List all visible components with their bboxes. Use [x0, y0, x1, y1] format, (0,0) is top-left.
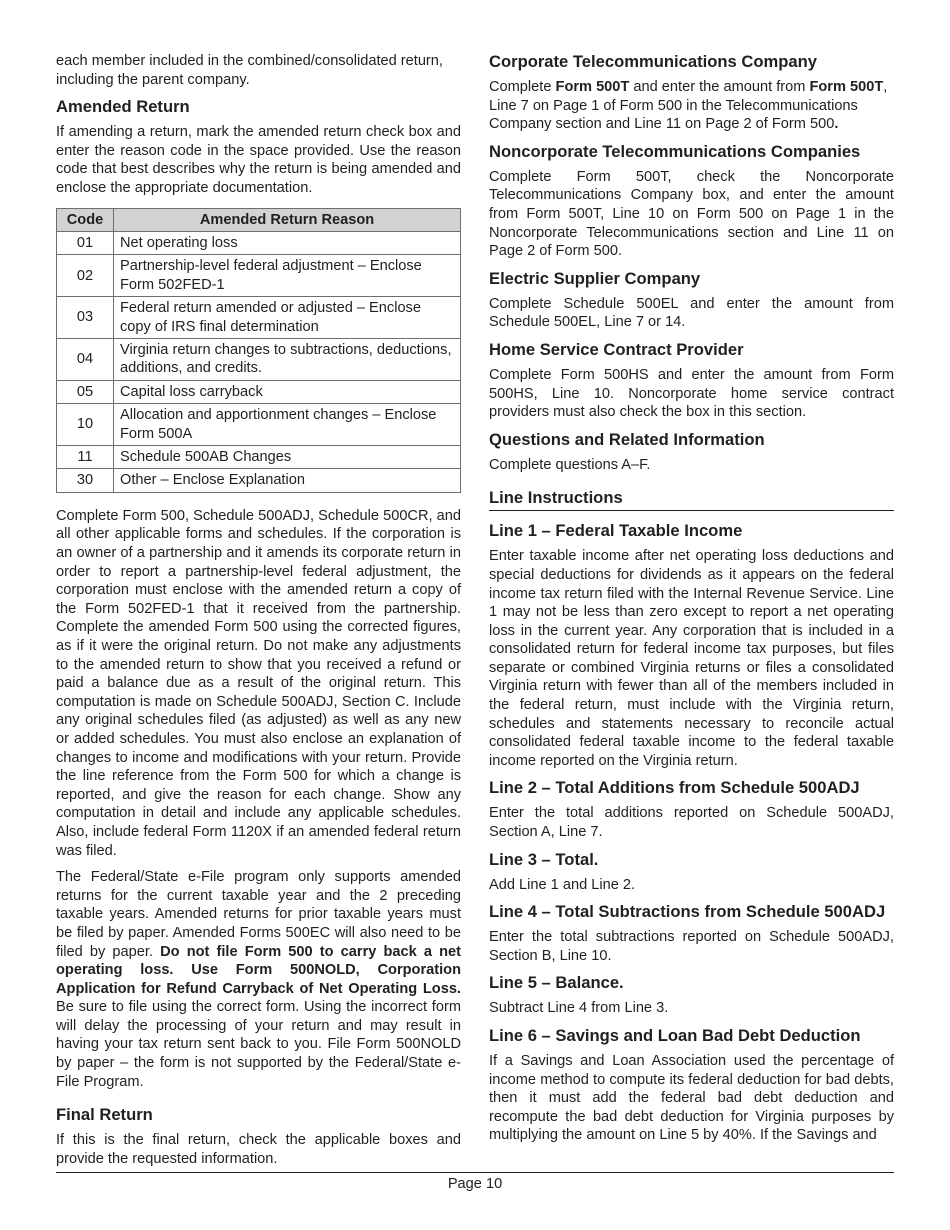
line1-text: Enter taxable income after net operating loss deductions and special deductions for dividends as it appears on the federal income tax return filed with the Internal Revenue Service. Line 1 may not be less than zero except to report a net operating loss in the current year. Any corporation that is included in a consolidated return for federal income tax purposes, but files separate or combined Virginia returns or files a consolidated Virginia return with fewer than all of the members included in the federal return, must include with the Virginia return, schedules and statements necessary to reconcile actual consolidated federal taxable income to the federal taxable income reported on the Virginia return.	[489, 548, 894, 769]
noncorp-telecom-heading: Noncorporate Telecommunications Companies	[489, 141, 861, 161]
table-row	[57, 469, 461, 492]
final-return-text: If this is the final return, check the applicable boxes and provide the requested information.	[56, 1132, 461, 1167]
left-column	[56, 52, 461, 1176]
table-header-row	[57, 208, 461, 231]
corp-telecom-heading: Corporate Telecommunications Company	[489, 52, 817, 71]
corp-telecom-text-1: Complete	[489, 79, 552, 95]
code-cell: 01	[57, 231, 114, 254]
corp-telecom-form-ref: Form 500T	[555, 79, 630, 95]
reason-cell: Virginia return changes to subtractions, deductions, additions, and credits.	[114, 339, 461, 381]
table-row	[57, 297, 461, 339]
complete-form-text: Complete Form 500, Schedule 500ADJ, Schedule 500CR, and all other applicable forms and schedules. If the corporation is an owner of a partnership and it amends its corporate return in order to report a partnership-level federal adjustment, the corporation must enclose with the amended return a copy of the Form 502FED-1 that it received from the partnership. Complete the amended Form 500 using the corrected figures, as if it were the original return. Do not make any adjustments to the amended return to show that you received a refund or paid a balance due as a result of the original return. This computation is made on Schedule 500ADJ, Section C. Include any original schedules filed (as adjusted) as well as any new or added schedules. You must also enclose an explanation of changes to income and modifications with your return. Provide the line reference from the Form 500 for which a change is reported, and give the reason for each change. Show any computation in detail and include any applicable schedules. Also, include federal Form 1120X if an amended federal return was filed.	[56, 507, 461, 859]
line4-text: Enter the total subtractions reported on Schedule 500ADJ, Section B, Line 10.	[489, 929, 894, 964]
questions-heading: Questions and Related Information	[489, 429, 765, 449]
reason-cell: Net operating loss	[114, 231, 461, 254]
table-row	[57, 446, 461, 469]
line-instructions-heading: Line Instructions	[489, 488, 894, 511]
line2-heading: Line 2 – Total Additions from Schedule 500ADJ	[489, 778, 860, 798]
line1-heading: Line 1 – Federal Taxable Income	[489, 521, 743, 541]
reason-cell: Federal return amended or adjusted – Enclose copy of IRS final determination	[114, 297, 461, 339]
efile-text-1: The Federal/State e-File program only supports amended returns for the current taxable year and the 2 preceding taxable years. Amended returns for prior taxable years must be filed by paper. Amended Forms 500EC will also need to be filed by paper.	[56, 869, 461, 960]
intro-text: each member included in the combined/consolidated return, including the parent company.	[56, 53, 443, 88]
line5-heading: Line 5 – Balance.	[489, 973, 624, 993]
code-cell: 30	[57, 469, 114, 492]
amended-return-text: If amending a return, mark the amended return check box and enter the reason code in the space provided. Use the reason code that best describes why the return is being amended and enclose the appropriate documentation.	[56, 124, 461, 196]
final-return-heading: Final Return	[56, 1105, 153, 1125]
reason-cell: Allocation and apportionment changes – Enclose Form 500A	[114, 404, 461, 446]
code-cell: 03	[57, 297, 114, 339]
right-column	[489, 52, 894, 1153]
line3-text: Add Line 1 and Line 2.	[489, 876, 636, 893]
corp-telecom-text-3: , Line 7 on Page 1 of Form 500 in the Telecommunications Company section and Line 11 on Page 2 of Form 500	[489, 79, 888, 133]
code-cell: 02	[57, 255, 114, 297]
line3-heading: Line 3 – Total.	[489, 849, 599, 869]
corp-telecom-text	[489, 78, 894, 134]
reason-cell: Capital loss carryback	[114, 380, 461, 403]
corp-telecom-form-ref-2: Form 500T	[809, 79, 884, 95]
code-header: Code	[57, 208, 114, 231]
table-row	[57, 404, 461, 446]
code-cell: 10	[57, 404, 114, 446]
efile-bold-warning: Do not file Form 500 to carry back a net operating loss. Use Form 500NOLD, Corporation Application for Refund Carryback of Net Operating Loss.	[56, 943, 461, 997]
electric-supplier-heading: Electric Supplier Company	[489, 268, 701, 288]
questions-text: Complete questions A–F.	[489, 456, 651, 473]
reason-cell: Partnership-level federal adjustment – Enclose Form 502FED-1	[114, 255, 461, 297]
electric-supplier-text: Complete Schedule 500EL and enter the amount from Schedule 500EL, Line 7 or 14.	[489, 295, 894, 331]
line5-text: Subtract Line 4 from Line 3.	[489, 1000, 669, 1017]
amended-reason-table	[56, 208, 461, 493]
page-number: Page 10	[447, 1176, 503, 1192]
code-cell: 04	[57, 339, 114, 381]
table-row	[57, 339, 461, 381]
table-row	[57, 231, 461, 254]
line2-text: Enter the total additions reported on Schedule 500ADJ, Section A, Line 7.	[489, 805, 894, 841]
corp-telecom-period: .	[834, 116, 839, 133]
code-cell: 05	[57, 380, 114, 403]
noncorp-telecom-text: Complete Form 500T, check the Noncorporate Telecommunications Company box, and enter the amount from Form 500T, Line 10 on Form 500 on Page 1 in the Noncorporate Telecommunications section and Line 11 on Page 2 of Form 500.	[489, 168, 894, 260]
line6-heading: Line 6 – Savings and Loan Bad Debt Deduction	[489, 1026, 861, 1045]
home-service-heading: Home Service Contract Provider	[489, 339, 744, 359]
table-row	[57, 380, 461, 403]
amended-return-heading: Amended Return	[56, 97, 190, 117]
code-cell: 11	[57, 446, 114, 469]
efile-paragraph	[56, 868, 461, 1091]
reason-cell: Other – Enclose Explanation	[114, 469, 461, 492]
corp-telecom-text-2: and enter the amount from	[633, 79, 806, 95]
line4-heading: Line 4 – Total Subtractions from Schedule 500ADJ	[489, 902, 886, 922]
home-service-text: Complete Form 500HS and enter the amount from Form 500HS, Line 10. Noncorporate home service contract providers must also check the box in this section.	[489, 366, 894, 421]
reason-header: Amended Return Reason	[114, 208, 461, 231]
table-row	[57, 255, 461, 297]
footer-divider	[56, 1172, 894, 1173]
reason-cell: Schedule 500AB Changes	[114, 446, 461, 469]
efile-text-2: Be sure to file using the correct form. Using the incorrect form will delay the processing of your return and may result in having your tax return sent back to you. File Form 500NOLD by paper – the form is not supported by the Federal/State e-File Program.	[56, 999, 461, 1090]
line6-text: If a Savings and Loan Association used the percentage of income method to compute its federal deduction for bad debts, then it must add the federal bad debt deduction and recompute the bad debt deduction for Virginia purposes by multiplying the amount on Line 5 by 40%. If the Savings and	[489, 1053, 894, 1144]
